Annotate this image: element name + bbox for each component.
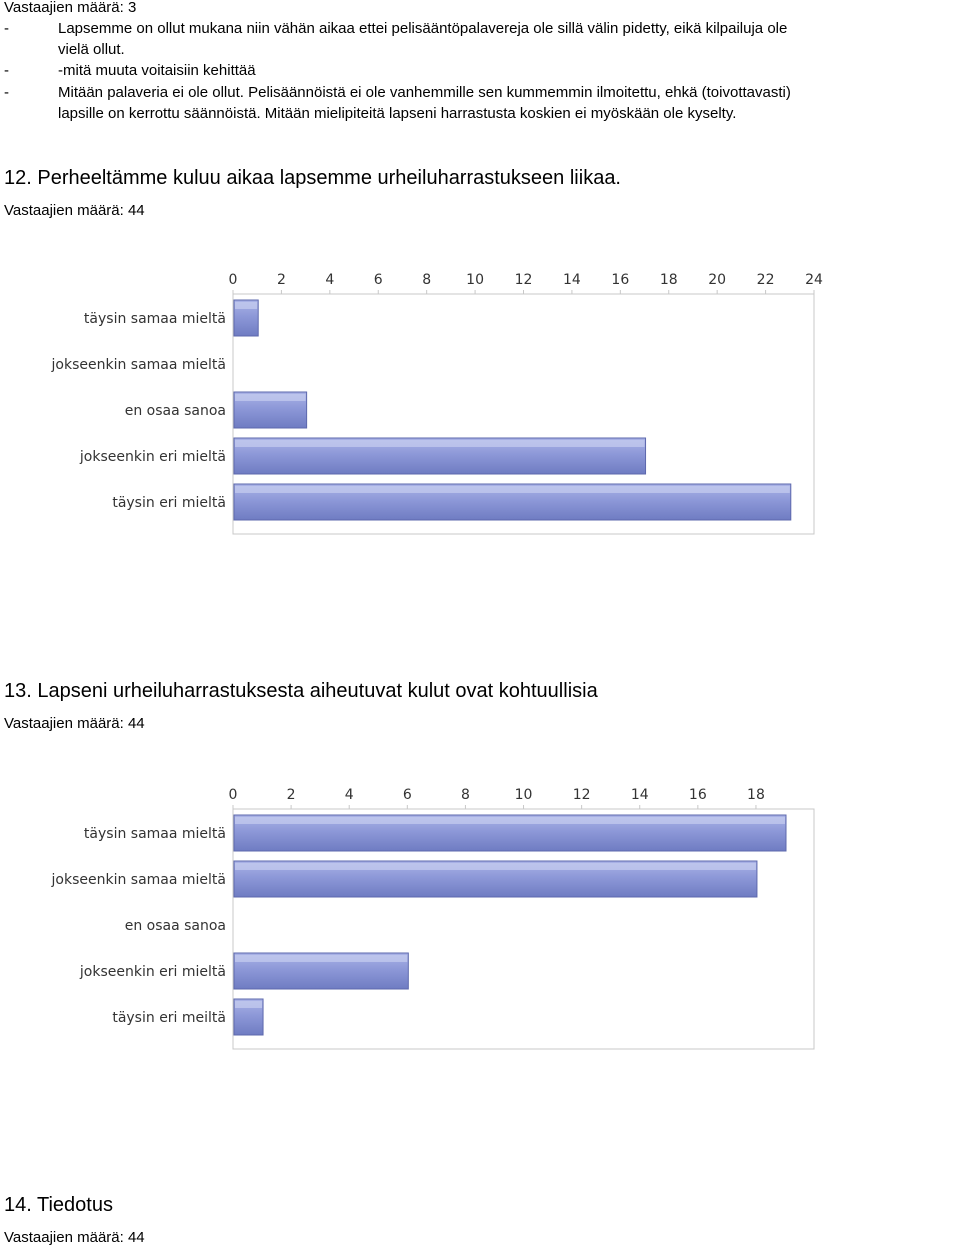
q12-respondents: Vastaajien määrä: 44	[4, 202, 145, 219]
tick-label: 8	[460, 787, 470, 803]
bar-highlight	[235, 440, 645, 447]
tick-label: 0	[228, 787, 238, 803]
tick-label: 4	[344, 787, 354, 803]
intro-respondents: Vastaajien määrä: 3	[4, 0, 137, 16]
tick-label: 4	[325, 272, 335, 288]
tick-label: 2	[276, 272, 286, 288]
intro-bullet-3	[0, 82, 960, 103]
bar-highlight	[235, 817, 785, 824]
category-label: täysin eri mieltä	[112, 495, 226, 511]
tick-label: 6	[373, 272, 383, 288]
q13-chart	[0, 775, 960, 1065]
tick-label: 0	[228, 272, 238, 288]
bar-highlight	[235, 486, 790, 493]
tick-label: 16	[611, 272, 630, 288]
bar-highlight	[235, 302, 257, 309]
tick-label: 12	[514, 272, 533, 288]
bar-highlight	[235, 955, 407, 962]
bullet-dash: -	[4, 84, 9, 101]
tick-label: 18	[659, 272, 678, 288]
bar-highlight	[235, 1001, 262, 1008]
tick-label: 2	[286, 787, 296, 803]
q14-respondents: Vastaajien määrä: 44	[4, 1229, 145, 1246]
intro-bullet-1	[0, 18, 960, 39]
tick-label: 18	[747, 787, 765, 803]
tick-label: 10	[514, 787, 533, 803]
tick-label: 8	[422, 272, 432, 288]
bar-highlight	[235, 394, 306, 401]
bullet-dash: -	[4, 62, 9, 79]
intro-item-text: -mitä muuta voitaisiin kehittää	[58, 62, 256, 79]
category-label: en osaa sanoa	[124, 918, 226, 934]
category-label: täysin eri meiltä	[112, 1010, 226, 1026]
tick-label: 14	[630, 787, 649, 803]
category-label: täysin samaa mieltä	[83, 826, 226, 842]
tick-label: 16	[688, 787, 707, 803]
category-label: jokseenkin eri mieltä	[79, 964, 226, 980]
intro-continuation: lapsille on kerrottu säännöistä. Mitään mielipiteitä lapseni harrastusta koskien ei myöskään ole kyselty.	[58, 105, 737, 122]
category-label: jokseenkin samaa mieltä	[51, 872, 226, 888]
tick-label: 24	[805, 272, 823, 288]
category-label: en osaa sanoa	[124, 403, 226, 419]
tick-label: 22	[756, 272, 775, 288]
intro-bullet-2	[0, 60, 960, 81]
q13-respondents: Vastaajien määrä: 44	[4, 715, 145, 732]
category-label: jokseenkin samaa mieltä	[51, 357, 226, 373]
q13-title: 13. Lapseni urheiluharrastuksesta aiheutuvat kulut ovat kohtuullisia	[4, 680, 598, 702]
bullet-dash: -	[4, 20, 9, 37]
tick-label: 10	[466, 272, 484, 288]
intro-continuation: vielä ollut.	[58, 41, 125, 58]
q12-title: 12. Perheeltämme kuluu aikaa lapsemme urheiluharrastukseen liikaa.	[4, 167, 621, 189]
category-label: täysin samaa mieltä	[83, 311, 226, 327]
category-label: jokseenkin eri mieltä	[79, 449, 226, 465]
intro-item-text: Mitään palaveria ei ole ollut. Pelisäännöistä ei ole vanhemmille sen kummemmin ilmoitettu, ehkä (toivottavasti)	[58, 84, 791, 101]
intro-item-text: Lapsemme on ollut mukana niin vähän aikaa ettei pelisääntöpalavereja ole sillä välin pidetty, eikä kilpailuja ole	[58, 20, 788, 37]
tick-label: 6	[402, 787, 412, 803]
tick-label: 20	[708, 272, 727, 288]
tick-label: 12	[572, 787, 591, 803]
q14-title: 14. Tiedotus	[4, 1194, 113, 1216]
tick-label: 14	[563, 272, 581, 288]
q12-chart	[0, 260, 960, 550]
bar-highlight	[235, 863, 756, 870]
